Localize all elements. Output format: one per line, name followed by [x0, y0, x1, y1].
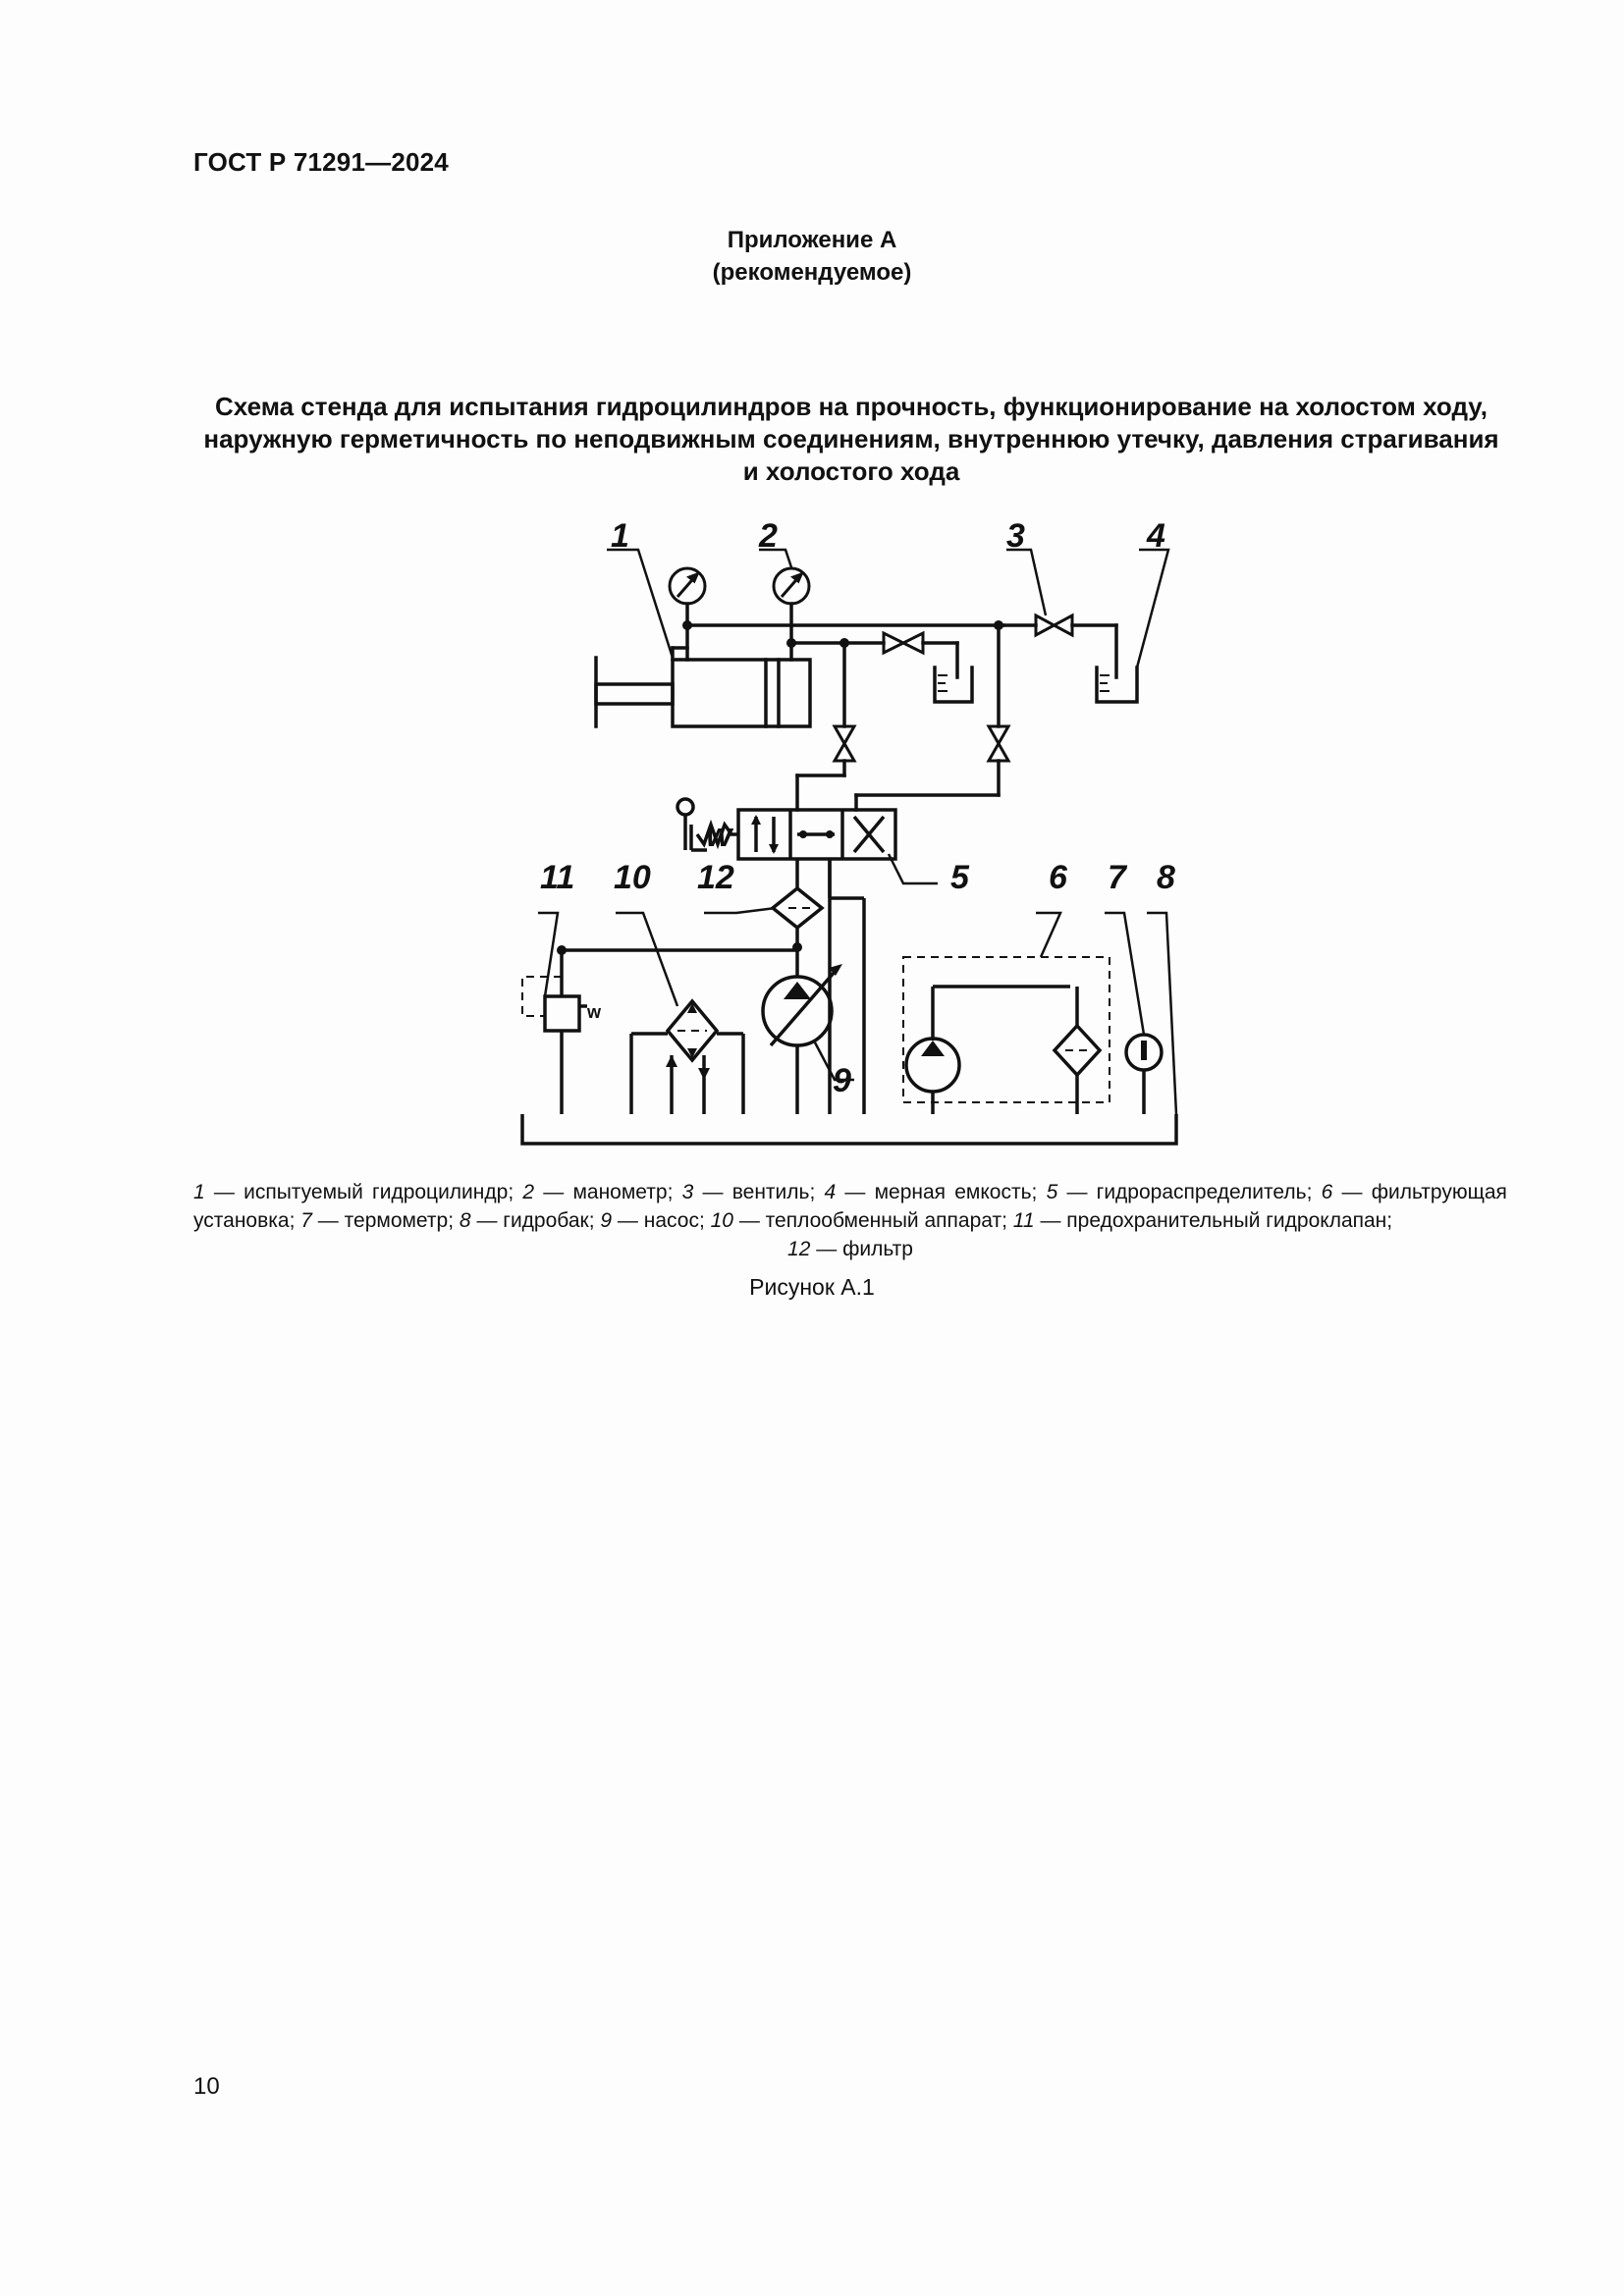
- legend-item: 10 — теплообменный аппарат;: [710, 1209, 1007, 1232]
- callout-1: 1: [611, 517, 629, 555]
- legend-item: 1 — испытуемый гидроцилиндр;: [193, 1181, 514, 1203]
- appendix-title: Приложение А: [727, 227, 897, 253]
- callout-8: 8: [1157, 859, 1175, 896]
- figure-title: Схема стенда для испытания гидроцилиндров на прочность, функционирование на холостом ходу, наружную герметичность по неподвижным соединениям, внутреннюю утечку, давления страгивания и холостого хода: [203, 392, 1499, 486]
- appendix-status: (рекомендуемое): [712, 259, 912, 286]
- callout-9: 9: [833, 1062, 851, 1099]
- figure-legend: [193, 1178, 1507, 1263]
- legend-item: 5 — гидрораспределитель;: [1046, 1181, 1313, 1203]
- callout-4: 4: [1147, 517, 1165, 555]
- legend-item: 11 — предохранительный гидроклапан;: [1012, 1209, 1393, 1232]
- callout-11: 11: [540, 859, 575, 896]
- legend-item: 4 — мерная емкость;: [824, 1181, 1038, 1203]
- legend-item: 6 — фильтрующая установка;: [193, 1181, 1507, 1232]
- callout-7: 7: [1108, 859, 1126, 896]
- valve-icon: [835, 615, 1072, 761]
- legend-item: 8 — гидробак;: [459, 1209, 595, 1232]
- spring-mark-2: w: [587, 1002, 602, 1022]
- legend-item: 2 — манометр;: [522, 1181, 674, 1203]
- page-number: 10: [193, 2073, 220, 2100]
- callout-2: 2: [759, 517, 778, 555]
- callout-5: 5: [950, 859, 969, 896]
- legend-item: 12 — фильтр: [787, 1238, 913, 1260]
- callout-10: 10: [614, 859, 651, 896]
- legend-item: 9 — насос;: [600, 1209, 705, 1232]
- callout-3: 3: [1006, 517, 1025, 555]
- callout-12: 12: [697, 859, 734, 896]
- callout-6: 6: [1049, 859, 1067, 896]
- legend-item: 7 — термометр;: [300, 1209, 455, 1232]
- document-code: ГОСТ Р 71291—2024: [193, 147, 449, 177]
- pressure-gauge-icon: [670, 568, 809, 604]
- spring-mark: w: [706, 817, 732, 854]
- test-cylinder-symbol: [596, 648, 810, 726]
- figure-caption: Рисунок А.1: [749, 1274, 875, 1300]
- legend-item: 3 — вентиль;: [681, 1181, 816, 1203]
